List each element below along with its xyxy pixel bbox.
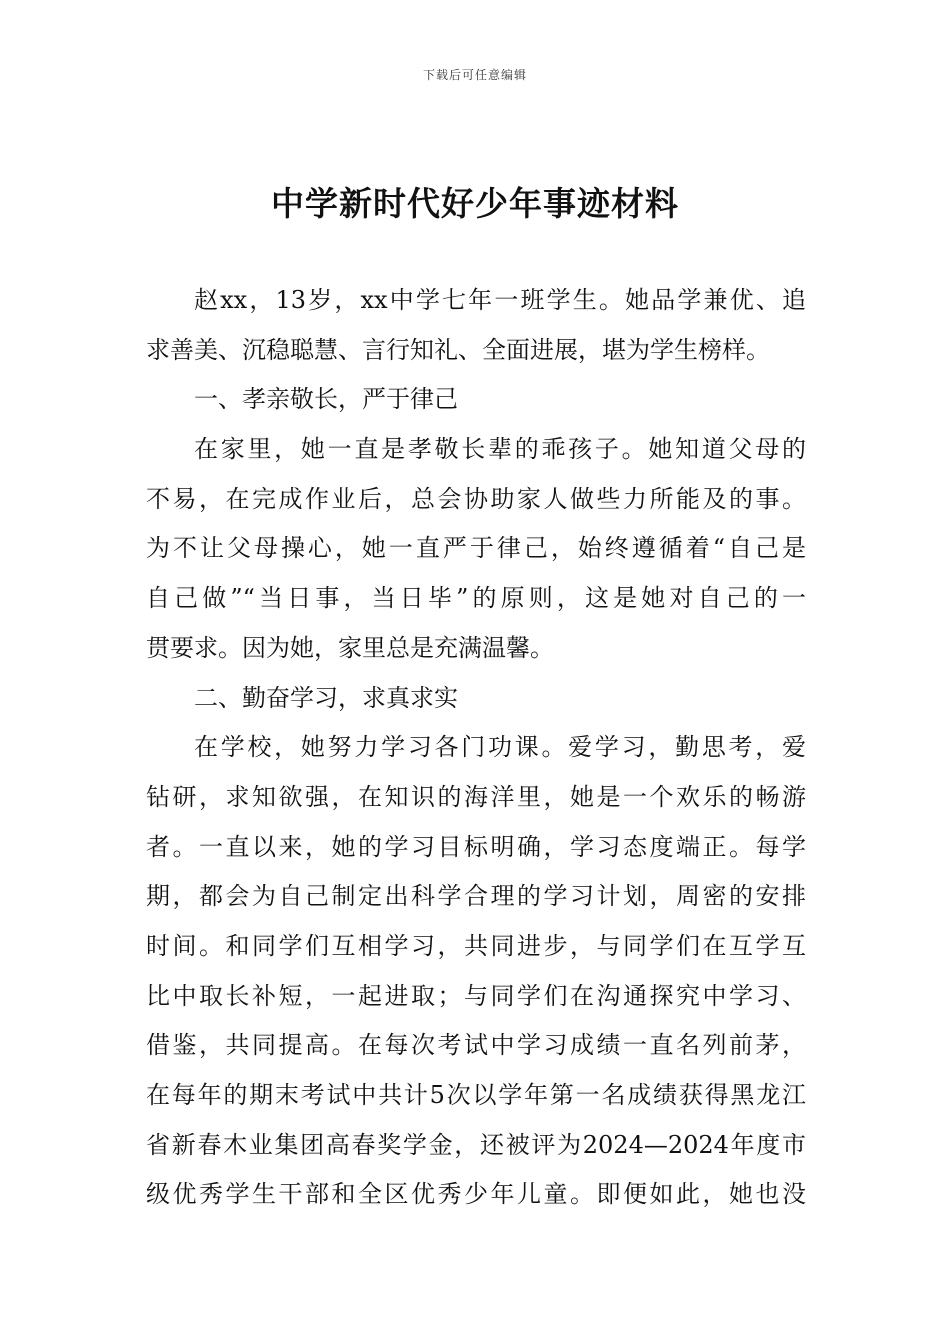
- text-line: 赵xx，13岁，xx中学七年一班学生。她品学兼优、追: [194, 286, 806, 314]
- text-line: 在家里，她一直是孝敬长辈的乖孩子。她知道父母的: [194, 435, 806, 464]
- document-body: [146, 276, 806, 1220]
- text-line: 不易，在完成作业后，总会协助家人做些力所能及的事。: [146, 484, 806, 513]
- text-line: 贯要求。因为她，家里总是充满温馨。: [146, 633, 554, 662]
- text-line: 级优秀学生干部和全区优秀少年儿童。即便如此，她也没: [146, 1180, 806, 1209]
- text-line: 期，都会为自己制定出科学合理的学习计划，周密的安排: [146, 882, 806, 911]
- text-line: 求善美、沉稳聪慧、言行知礼、全面进展，堪为学生榜样。: [146, 335, 770, 364]
- text-line: 二、勤奋学习，求真求实: [194, 683, 458, 712]
- text-line: 者。一直以来，她的学习目标明确，学习态度端正。每学: [146, 832, 806, 861]
- text-line: 在学校，她努力学习各门功课。爱学习，勤思考，爱: [194, 733, 806, 762]
- text-line: 省新春木业集团高春奖学金，还被评为2024—2024年度市: [146, 1130, 806, 1159]
- text-line: 比中取长补短，一起进取；与同学们在沟通探究中学习、: [146, 981, 806, 1010]
- header-note: 下载后可任意编辑: [422, 68, 527, 82]
- text-line: 为不让父母操心，她一直严于律己，始终遵循着“自己是: [146, 534, 806, 563]
- text-line: 时间。和同学们互相学习，共同进步，与同学们在互学互: [146, 931, 806, 960]
- text-line: 自己做”“当日事，当日毕”的原则，这是她对自己的一: [146, 584, 806, 613]
- text-line: 借鉴，共同提高。在每次考试中学习成绩一直名列前茅，: [146, 1031, 806, 1060]
- text-line: 在每年的期末考试中共计5次以学年第一名成绩获得黑龙江: [146, 1081, 806, 1109]
- text-line: 一、孝亲敬长，严于律己: [194, 385, 458, 414]
- text-line: 钻研，求知欲强，在知识的海洋里，她是一个欢乐的畅游: [146, 782, 806, 811]
- document-title: 中学新时代好少年事迹材料: [271, 184, 679, 223]
